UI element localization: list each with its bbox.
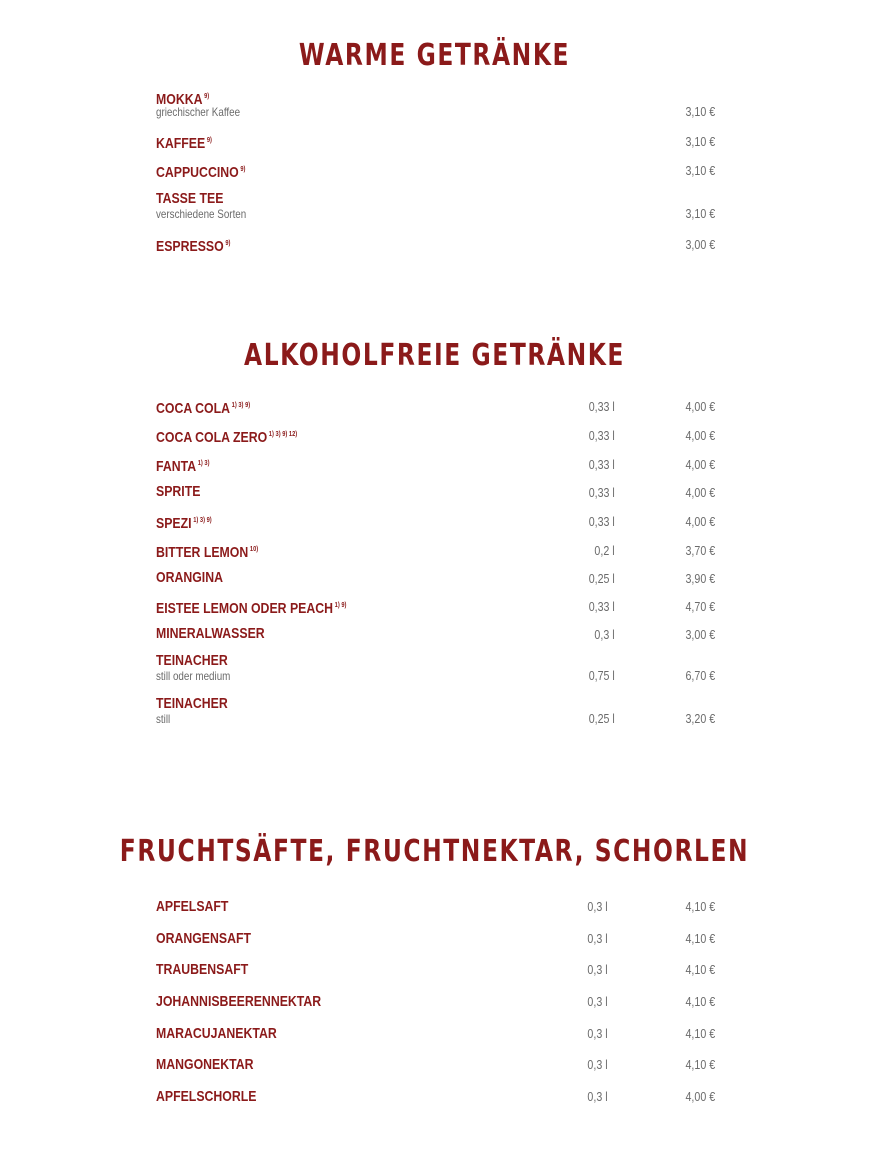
menu-item — [0, 625, 869, 645]
item-name-text: SPEZI — [156, 515, 192, 532]
section-title: ALKOHOLFREIE GETRÄNKE — [244, 338, 625, 373]
menu-item — [0, 569, 869, 589]
additive-footnote: 9) — [225, 240, 231, 247]
menu-item — [0, 541, 869, 561]
item-volume: 0,33 l — [588, 514, 615, 529]
item-name-text: TRAUBENSAFT — [156, 961, 249, 978]
menu-item — [0, 190, 869, 224]
item-volume: 0,25 l — [588, 571, 615, 586]
item-volume: 0,33 l — [588, 457, 615, 472]
item-price: 4,10 € — [685, 1026, 715, 1041]
item-volume: 0,3 l — [587, 962, 608, 977]
item-name-text: JOHANNISBEERENNEKTAR — [156, 993, 322, 1010]
item-name — [156, 397, 250, 418]
item-price: 4,10 € — [685, 931, 715, 946]
item-volume: 0,33 l — [588, 428, 615, 443]
item-price: 4,10 € — [685, 899, 715, 914]
menu-item — [0, 930, 869, 950]
item-name — [156, 1025, 277, 1043]
menu-item — [0, 961, 869, 981]
item-name — [156, 455, 210, 476]
menu-item — [0, 132, 869, 152]
item-name — [156, 235, 230, 256]
item-volume: 0,3 l — [594, 627, 615, 642]
item-volume: 0,25 l — [588, 711, 615, 726]
item-name-text: MARACUJANEKTAR — [156, 1025, 277, 1042]
item-name — [156, 541, 258, 562]
menu-item — [0, 161, 869, 181]
menu-item — [0, 1025, 869, 1045]
additive-footnote: 9) — [204, 93, 210, 100]
item-name — [156, 569, 223, 587]
item-name — [156, 597, 346, 618]
item-name-text: ORANGINA — [156, 569, 223, 586]
additive-footnote: 1) 3) 9) — [231, 402, 251, 409]
item-volume: 0,3 l — [587, 1089, 608, 1104]
item-name — [156, 930, 251, 948]
item-volume: 0,3 l — [587, 1026, 608, 1041]
item-name — [156, 625, 265, 643]
item-price: 3,20 € — [685, 711, 715, 726]
item-volume: 0,33 l — [588, 399, 615, 414]
item-name — [156, 190, 223, 208]
item-price: 4,10 € — [685, 1057, 715, 1072]
item-volume: 0,33 l — [588, 485, 615, 500]
section-title: FRUCHTSÄFTE, FRUCHTNEKTAR, SCHORLEN — [119, 834, 750, 869]
menu-item — [0, 483, 869, 503]
additive-footnote: 10) — [249, 546, 259, 553]
item-volume: 0,75 l — [588, 668, 615, 683]
additive-footnote: 1) 9) — [334, 602, 347, 609]
item-description: verschiedene Sorten — [156, 207, 247, 221]
item-name — [156, 652, 228, 670]
item-price: 4,00 € — [685, 514, 715, 529]
item-name — [156, 993, 321, 1011]
item-name-text: CAPPUCCINO — [156, 164, 239, 181]
item-price: 4,10 € — [685, 962, 715, 977]
item-name-text: SPRITE — [156, 483, 201, 500]
item-volume: 0,3 l — [587, 899, 608, 914]
item-name — [156, 1056, 253, 1074]
menu-item — [0, 898, 869, 918]
item-name-text: MOKKA — [156, 91, 203, 108]
item-price: 3,00 € — [685, 237, 715, 252]
additive-footnote: 1) 3) 9) — [193, 517, 212, 524]
item-name-text: APFELSAFT — [156, 898, 229, 915]
item-volume: 0,3 l — [587, 931, 608, 946]
item-name-text: TASSE TEE — [156, 190, 224, 207]
item-name — [156, 512, 212, 533]
menu-item — [0, 993, 869, 1013]
item-name-text: COCA COLA ZERO — [156, 429, 268, 446]
item-price: 3,00 € — [685, 627, 715, 642]
item-description: still oder medium — [156, 669, 231, 683]
item-volume: 0,33 l — [588, 599, 615, 614]
item-price: 4,00 € — [685, 428, 715, 443]
menu-item — [0, 1056, 869, 1076]
item-volume: 0,3 l — [587, 994, 608, 1009]
additive-footnote: 1) 3) — [197, 460, 210, 467]
item-name — [156, 483, 200, 501]
additive-footnote: 9) — [240, 166, 246, 173]
item-name-text: FANTA — [156, 458, 197, 475]
item-name-text: EISTEE LEMON ODER PEACH — [156, 600, 334, 617]
menu-item — [0, 652, 869, 686]
item-name — [156, 161, 245, 182]
item-price: 3,10 € — [685, 163, 715, 178]
item-price: 4,70 € — [685, 599, 715, 614]
menu-item — [0, 426, 869, 446]
menu-item — [0, 695, 869, 729]
item-name — [156, 1088, 256, 1106]
item-name-text: APFELSCHORLE — [156, 1088, 257, 1105]
item-description: griechischer Kaffee — [156, 105, 241, 119]
item-name-text: KAFFEE — [156, 135, 206, 152]
additive-footnote: 1) 3) 9) 12) — [268, 431, 298, 438]
item-name — [156, 132, 212, 153]
menu-item — [0, 397, 869, 417]
item-price: 6,70 € — [685, 668, 715, 683]
item-price: 3,90 € — [685, 571, 715, 586]
menu-item — [0, 455, 869, 475]
section-title: WARME GETRÄNKE — [298, 38, 571, 73]
menu-item — [0, 1088, 869, 1108]
item-name-text: MANGONEKTAR — [156, 1056, 254, 1073]
item-price: 3,10 € — [685, 104, 715, 119]
item-price: 4,00 € — [685, 1089, 715, 1104]
item-name — [156, 961, 248, 979]
item-price: 4,10 € — [685, 994, 715, 1009]
item-price: 4,00 € — [685, 457, 715, 472]
item-name-text: MINERALWASSER — [156, 625, 265, 642]
item-price: 4,00 € — [685, 399, 715, 414]
item-name-text: ESPRESSO — [156, 238, 224, 255]
menu-item — [0, 235, 869, 255]
item-name-text: TEINACHER — [156, 695, 228, 712]
item-name — [156, 426, 297, 447]
item-name-text: ORANGENSAFT — [156, 930, 251, 947]
item-name — [156, 898, 228, 916]
item-price: 4,00 € — [685, 485, 715, 500]
menu-item — [0, 88, 869, 122]
item-name — [156, 695, 228, 713]
menu-item — [0, 597, 869, 617]
item-price: 3,10 € — [685, 206, 715, 221]
item-name-text: COCA COLA — [156, 400, 231, 417]
item-name-text: TEINACHER — [156, 652, 228, 669]
item-price: 3,70 € — [685, 543, 715, 558]
item-volume: 0,3 l — [587, 1057, 608, 1072]
menu-item — [0, 512, 869, 532]
item-price: 3,10 € — [685, 134, 715, 149]
item-description: still — [156, 712, 171, 726]
additive-footnote: 9) — [206, 137, 212, 144]
item-volume: 0,2 l — [594, 543, 615, 558]
item-name-text: BITTER LEMON — [156, 544, 249, 561]
